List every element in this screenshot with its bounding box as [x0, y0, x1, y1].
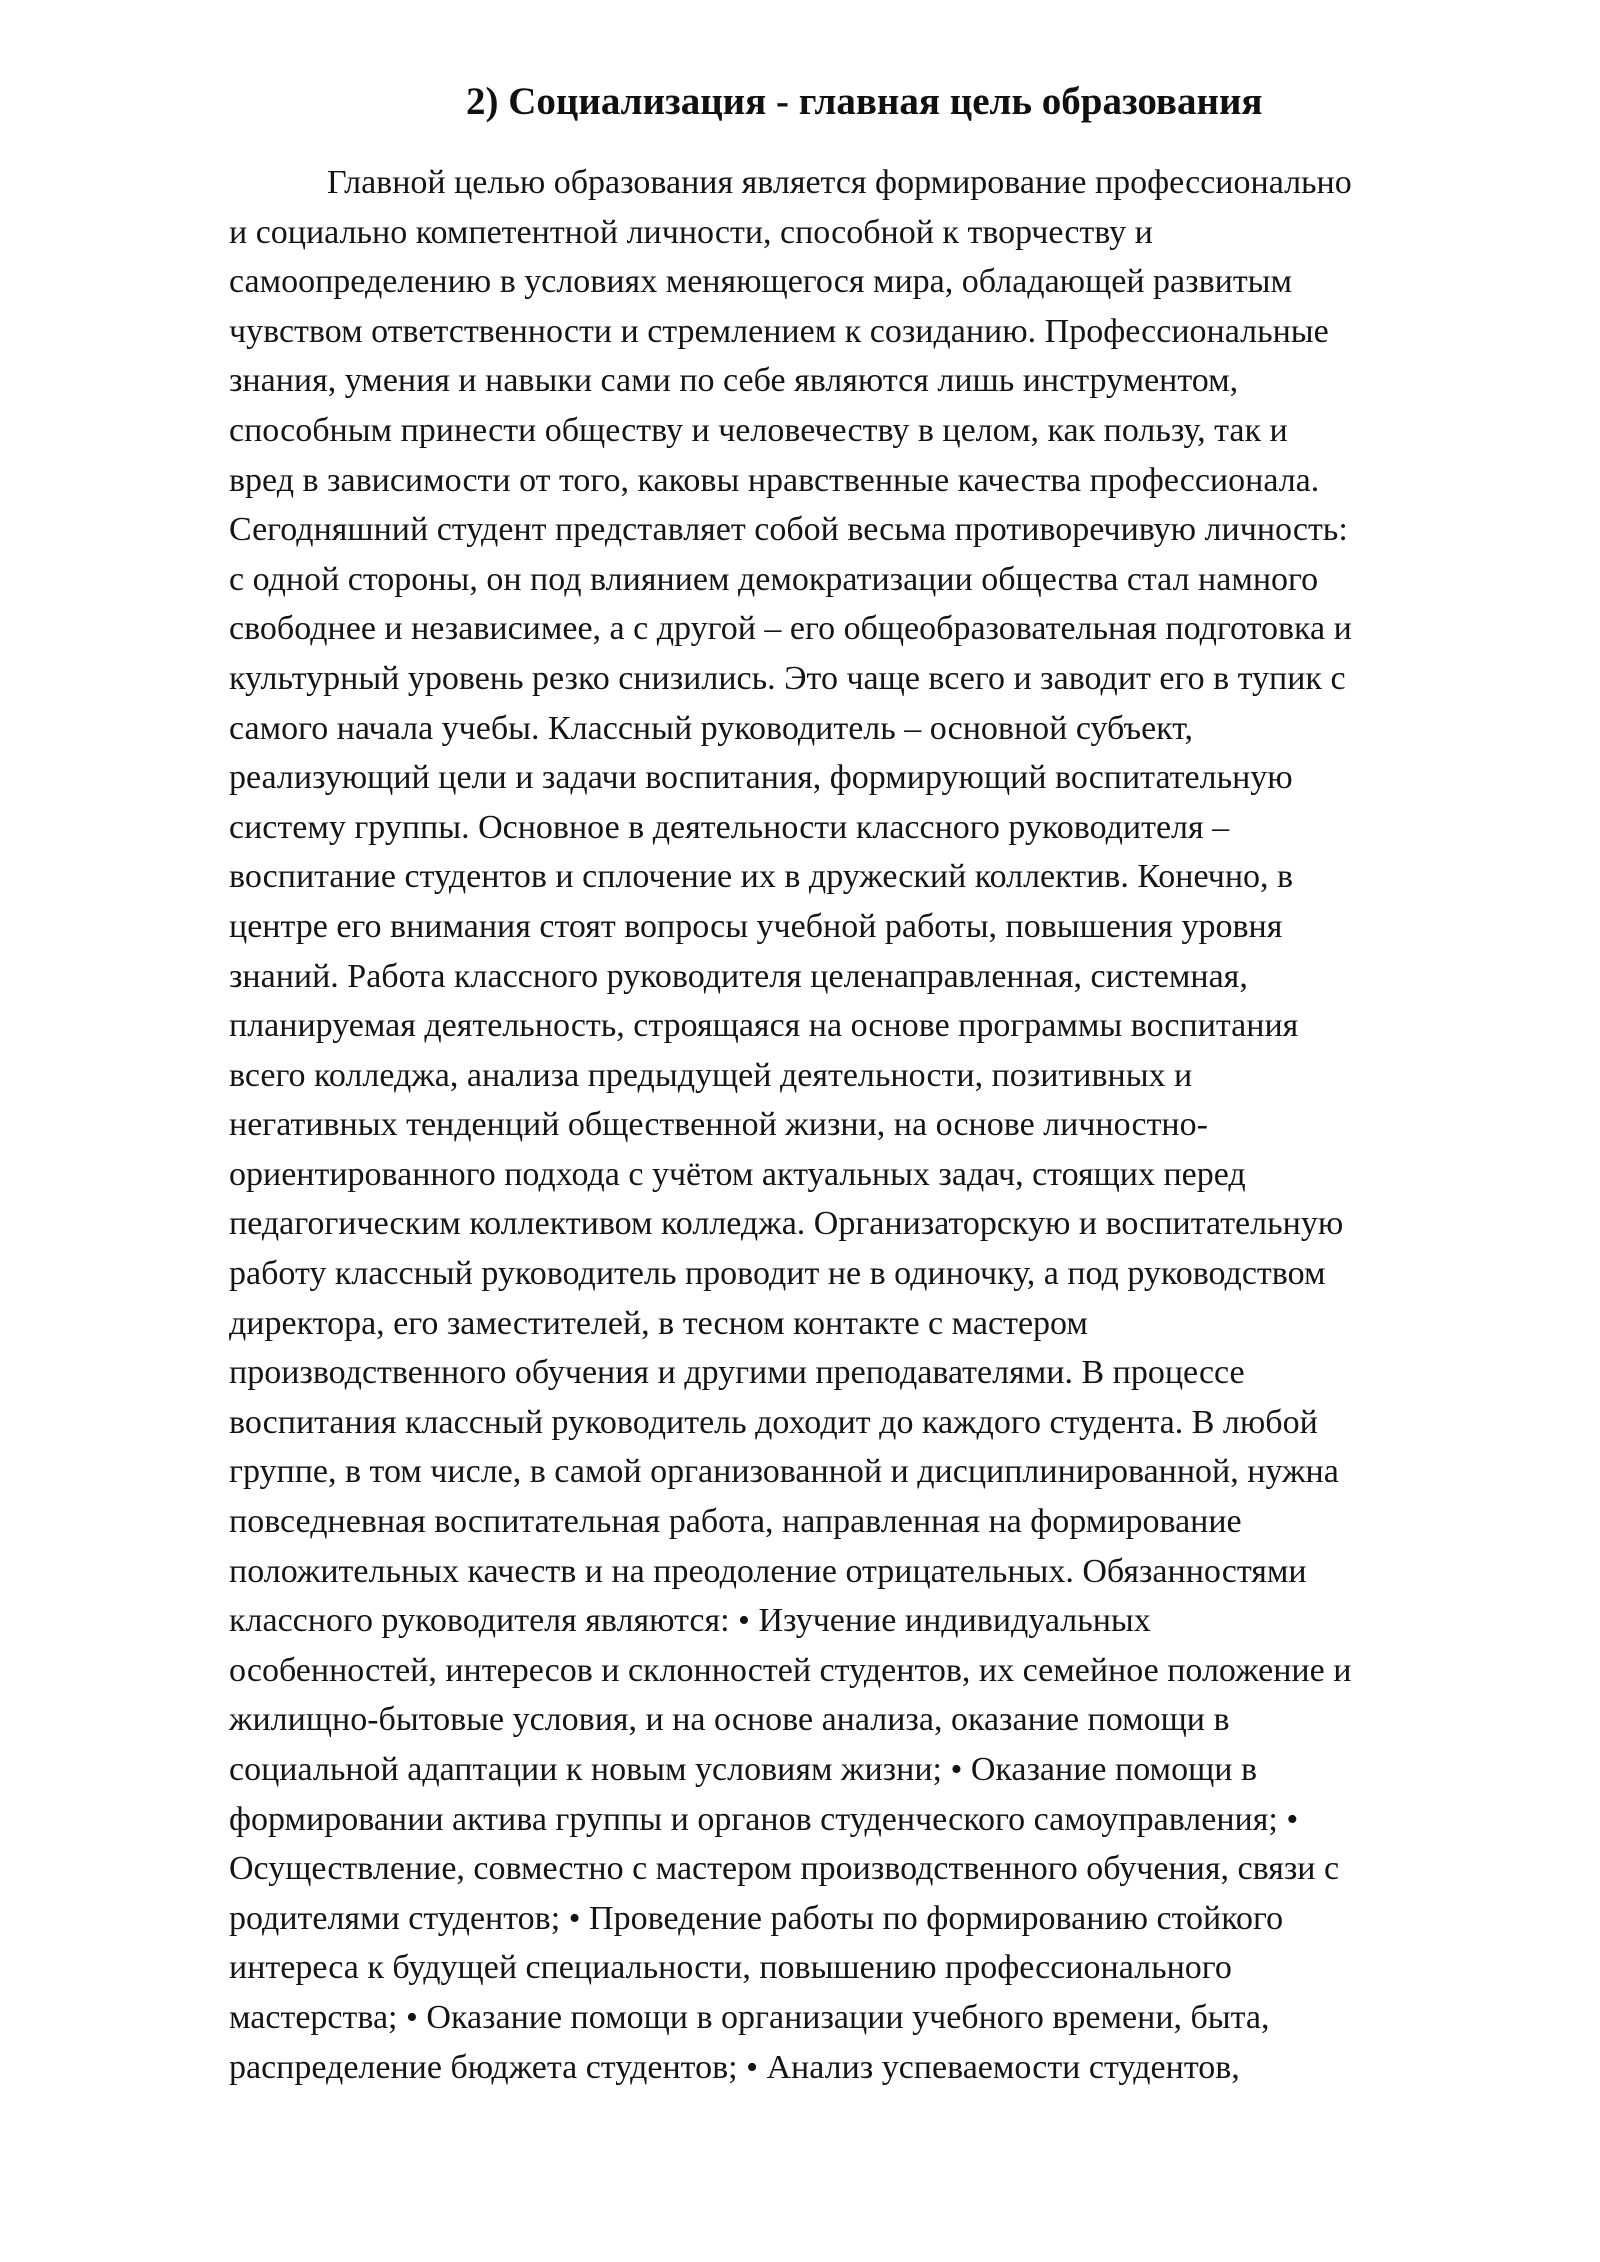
text-line: знаний. Работа классного руководителя целенаправленная, системная, [229, 957, 1248, 995]
text-line: самоопределению в условиях меняющегося мира, обладающей развитым [229, 263, 1293, 301]
body-paragraph [229, 158, 1529, 2092]
text-line: директора, его заместителей, в тесном контакте с мастером [229, 1304, 1088, 1342]
text-line: планируемая деятельность, строящаяся на основе программы воспитания [229, 1007, 1299, 1045]
text-line: свободнее и независимее, а с другой – его общеобразовательная подготовка и [229, 610, 1352, 648]
text-line: группе, в том числе, в самой организованной и дисциплинированной, нужна [229, 1453, 1339, 1491]
text-line: Главной целью образования является формирование профессионально [327, 164, 1352, 201]
text-line: чувством ответственности и стремлением к созиданию. Профессиональные [229, 312, 1329, 350]
text-line: вред в зависимости от того, каковы нравственные качества профессионала. [229, 461, 1320, 499]
text-line: воспитание студентов и сплочение их в дружеский коллектив. Конечно, в [229, 858, 1294, 896]
text-line: с одной стороны, он под влиянием демократизации общества стал намного [229, 560, 1319, 598]
text-line: родителями студентов; • Проведение работы по формированию стойкого [229, 1899, 1284, 1937]
text-line: всего колледжа, анализа предыдущей деятельности, позитивных и [229, 1056, 1193, 1094]
text-line: формировании актива группы и органов студенческого самоуправления; • [229, 1800, 1299, 1838]
text-line: и социально компетентной личности, способной к творчеству и [229, 213, 1153, 251]
text-line: интереса к будущей специальности, повышению профессионального [229, 1949, 1232, 1987]
text-line: классного руководителя являются: • Изучение индивидуальных [229, 1602, 1151, 1640]
section-heading: 2) Социализация - главная цель образования [466, 80, 1263, 123]
text-line: Осуществление, совместно с мастером производственного обучения, связи с [229, 1850, 1340, 1888]
text-line: распределение бюджета студентов; • Анализ успеваемости студентов, [229, 2048, 1240, 2086]
text-line: негативных тенденций общественной жизни, на основе личностно- [229, 1106, 1208, 1144]
text-line: положительных качеств и на преодоление отрицательных. Обязанностями [229, 1552, 1307, 1590]
text-line: жилищно-бытовые условия, и на основе анализа, оказание помощи в [229, 1701, 1230, 1739]
text-line: ориентированного подхода с учётом актуальных задач, стоящих перед [229, 1155, 1246, 1193]
text-line: знания, умения и навыки сами по себе являются лишь инструментом, [229, 362, 1239, 400]
text-line: социальной адаптации к новым условиям жизни; • Оказание помощи в [229, 1751, 1258, 1788]
text-line: воспитания классный руководитель доходит до каждого студента. В любой [229, 1403, 1318, 1441]
text-line: центре его внимания стоят вопросы учебной работы, повышения уровня [229, 907, 1283, 945]
text-line: повседневная воспитательная работа, направленная на формирование [229, 1503, 1242, 1541]
text-line: реализующий цели и задачи воспитания, формирующий воспитательную [229, 759, 1293, 797]
text-line: особенностей, интересов и склонностей студентов, их семейное положение и [229, 1651, 1352, 1689]
text-line: самого начала учебы. Классный руководитель – основной субъект, [229, 709, 1194, 747]
text-line: педагогическим коллективом колледжа. Организаторскую и воспитательную [229, 1205, 1344, 1243]
text-line: способным принести обществу и человечеству в целом, как пользу, так и [229, 411, 1288, 449]
text-line: культурный уровень резко снизились. Это чаще всего и заводит его в тупик с [229, 659, 1346, 697]
text-line: Сегодняшний студент представляет собой весьма противоречивую личность: [229, 511, 1348, 549]
text-line: производственного обучения и другими преподавателями. В процессе [229, 1354, 1245, 1392]
text-line: мастерства; • Оказание помощи в организации учебного времени, быта, [229, 1998, 1270, 2036]
text-line: работу классный руководитель проводит не в одиночку, а под руководством [229, 1255, 1326, 1293]
text-line: систему группы. Основное в деятельности классного руководителя – [229, 808, 1230, 846]
